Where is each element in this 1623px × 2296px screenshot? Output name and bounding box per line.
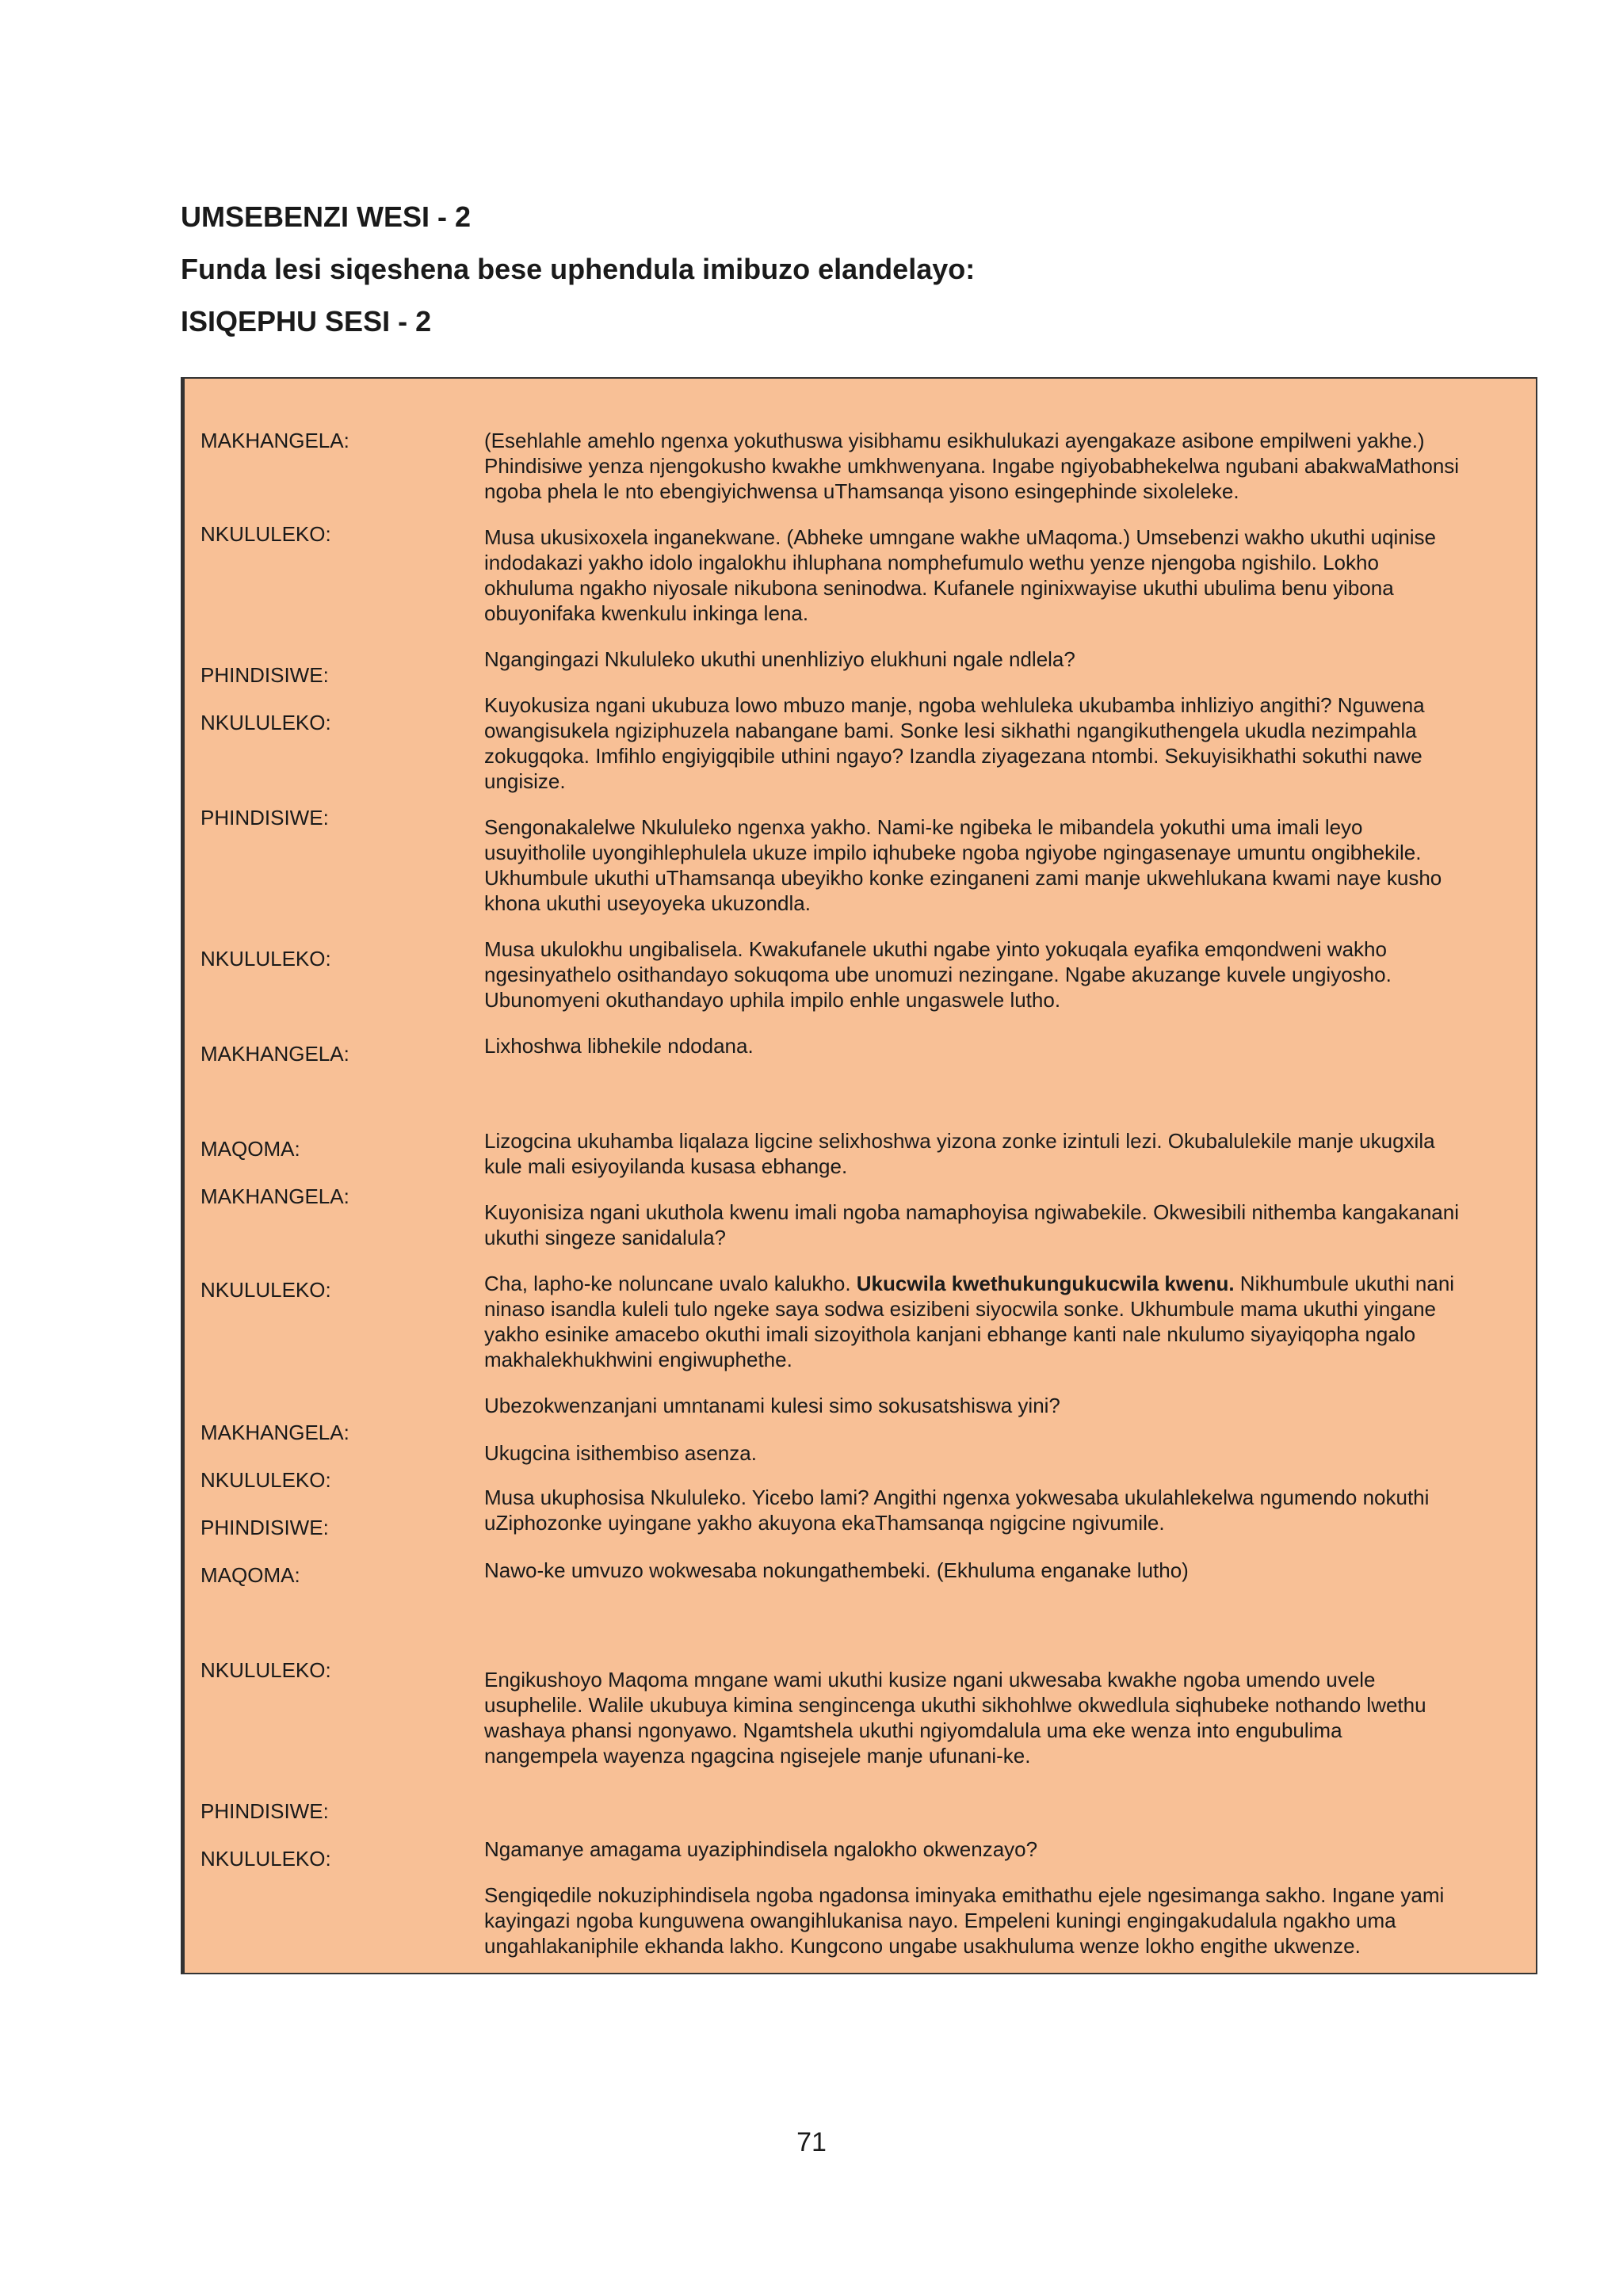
- dialogue-line: uZiphozonke uyingane yakho akuyona ekaThamsanqa ngigcine ngivumile.: [484, 1511, 1165, 1535]
- dialogue-line: Ubunomyeni okuthandayo uphila impilo enhle ungaswele lutho.: [484, 988, 1061, 1012]
- dialogue-line: ngesinyathelo osithandayo sokuqoma ube unomuzi nezingane. Ngabe akuzange kuvele ungiyosho.: [484, 963, 1392, 986]
- speaker-label: MAKHANGELA:: [200, 1042, 349, 1066]
- speaker-label: MAKHANGELA:: [200, 1184, 349, 1208]
- dialogue-line: Musa ukulokhu ungibalisela. Kwakufanele ukuthi ngabe yinto yokuqala eyafika emqondweni wakho: [484, 937, 1387, 961]
- instruction-heading: Funda lesi siqeshena bese uphendula imibuzo elandelayo:: [181, 253, 976, 285]
- speaker-label: PHINDISIWE:: [200, 1799, 329, 1823]
- dialogue-line: usuphelile. Walile ukubuya kimina sengincenga ukuthi sikhohlwe okwedlula siqhubeke nothando lwethu: [484, 1693, 1426, 1717]
- dialogue-line: kule mali esiyoyilanda kusasa ebhange.: [484, 1154, 848, 1178]
- dialogue-line: Sengonakalelwe Nkululeko ngenxa yakho. Nami-ke ngibeka le mibandela yokuthi uma imali leyo: [484, 815, 1363, 839]
- dialogue-line: Ngamanye amagama uyaziphindisela ngalokho okwenzayo?: [484, 1837, 1038, 1861]
- speaker-label: NKULULEKO:: [200, 1658, 331, 1682]
- speaker-label: NKULULEKO:: [200, 522, 331, 546]
- dialogue-line: Engikushoyo Maqoma mngane wami ukuthi kusize ngani ukwesaba kwakhe ngoba umendo uvele: [484, 1668, 1376, 1691]
- dialogue-line: washaya phansi ngonyawo. Ngamtshela ukuthi ngiyomdalula uma eke wenza into engubulima: [484, 1718, 1342, 1742]
- activity-heading: UMSEBENZI WESI - 2: [181, 200, 472, 233]
- dialogue-line: Musa ukuphosisa Nkululeko. Yicebo lami? Angithi ngenxa yokwesaba ukulahlekelwa ngumendo nokuthi: [484, 1486, 1430, 1509]
- dialogue-line: Phindisiwe yenza njengokusho kwakhe umkhwenyana. Ingabe ngiyobabhekelwa ngubani abakwaMathonsi: [484, 454, 1460, 478]
- speaker-label: NKULULEKO:: [200, 711, 331, 734]
- dialogue-line: makhalekhukhwini engiwuphethe.: [484, 1348, 792, 1371]
- section-heading: ISIQEPHU SESI - 2: [181, 305, 432, 338]
- dialogue-line: Ubezokwenzanjani umntanami kulesi simo sokusatshiswa yini?: [484, 1394, 1060, 1417]
- dialogue-line: Kuyokusiza ngani ukubuza lowo mbuzo manje, ngoba wehluleka ukubamba inhliziyo angithi? Nguwena: [484, 693, 1425, 717]
- drama-passage-box: [181, 377, 1537, 1974]
- dialogue-line: (Esehlahle amehlo ngenxa yokuthuswa yisibhamu esikhulukazi ayengakaze asibone empilweni yakhe.): [484, 429, 1425, 452]
- page-number: 71: [796, 2127, 827, 2157]
- speaker-label: MAKHANGELA:: [200, 429, 349, 452]
- dialogue-line: okhuluma ngakho niyosale nikubona seninodwa. Kufanele nginixwayise ukuthi ubulima benu yibona: [484, 576, 1394, 600]
- dialogue-text: Cha, lapho-ke noluncane uvalo kalukho.: [484, 1272, 851, 1295]
- dialogue-line: indodakazi yakho idolo ingalokhu ihluphana nomphefumulo wethu yenze njengoba ngishilo. Lokho: [484, 551, 1379, 574]
- speaker-label: NKULULEKO:: [200, 1847, 331, 1871]
- dialogue-line: Musa ukusixoxela inganekwane. (Abheke umngane wakhe uMaqoma.) Umsebenzi wakho ukuthi uqinise: [484, 525, 1437, 549]
- dialogue-line: ninaso isandla kuleli tulo ngeke saya sodwa esizibeni siyocwila sonke. Ukhumbule mama ukuthi yingane: [484, 1297, 1437, 1321]
- dialogue-line: Nawo-ke umvuzo wokwesaba nokungathembeki. (Ekhuluma enganake lutho): [484, 1558, 1189, 1582]
- dialogue-line: Sengiqedile nokuziphindisela ngoba ngadonsa iminyaka emithathu ejele ngesimanga sakho. Ingane yami: [484, 1883, 1445, 1907]
- speaker-label: NKULULEKO:: [200, 1468, 331, 1492]
- dialogue-line: [484, 1271, 1454, 1296]
- speaker-label: PHINDISIWE:: [200, 663, 329, 687]
- dialogue-line: ungahlakaniphile ekhanda lakho. Kungcono ungabe usakhuluma wenze lokho engithe ukwenze.: [484, 1934, 1361, 1958]
- speaker-label: MAKHANGELA:: [200, 1421, 349, 1444]
- dialogue-emphasis: Ukucwila kwethukungukucwila kwenu.: [856, 1272, 1235, 1295]
- speaker-label: PHINDISIWE:: [200, 1516, 329, 1539]
- dialogue-line: zokugqoka. Imfihlo engiyigqibile uthini ngayo? Izandla ziyagezana ntombi. Sekuyisikhathi sokuthi nawe: [484, 744, 1423, 768]
- dialogue-line: Lizogcina ukuhamba liqalaza ligcine selixhoshwa yizona zonke izintuli lezi. Okubalulekile manje ukugxila: [484, 1129, 1435, 1153]
- speaker-label: MAQOMA:: [200, 1563, 300, 1587]
- speaker-label: NKULULEKO:: [200, 947, 331, 971]
- dialogue-line: Lixhoshwa libhekile ndodana.: [484, 1034, 754, 1058]
- speaker-label: PHINDISIWE:: [200, 806, 329, 830]
- dialogue-line: nangempela wayenza ngagcina ngisejele manje ufunani-ke.: [484, 1744, 1031, 1768]
- dialogue-line: ungisize.: [484, 769, 566, 793]
- speaker-label: MAQOMA:: [200, 1137, 300, 1161]
- speaker-label: NKULULEKO:: [200, 1278, 331, 1302]
- dialogue-line: ukuthi singeze sanidalula?: [484, 1226, 726, 1249]
- dialogue-line: obuyonifaka kwenkulu inkinga lena.: [484, 601, 809, 625]
- dialogue-text: Nikhumbule ukuthi nani: [1239, 1272, 1455, 1295]
- dialogue-line: yakho esinike amacebo okuthi imali sizoyithola kanjani ebhange kanti nale nkulumo siyayiqopha ngalo: [484, 1322, 1416, 1346]
- dialogue-line: kayingazi ngoba kunguwena owangihlukanisa nayo. Empeleni kuningi engingakudalula ngakho uma: [484, 1909, 1396, 1932]
- dialogue-line: Kuyonisiza ngani ukuthola kwenu imali ngoba namaphoyisa ngiwabekile. Okwesibili nithemba kangakanani: [484, 1200, 1459, 1224]
- dialogue-line: Ukhumbule ukuthi uThamsanqa ubeyikho konke ezinganeni zami manje ukwehlukana kwami naye kusho: [484, 866, 1442, 890]
- dialogue-line: ngoba phela le nto ebengiyichwensa uThamsanqa yisono esingephinde sixoleleke.: [484, 479, 1239, 503]
- dialogue-line: usuyitholile uyongihlephulela ukuze impilo iqhubeke ngoba ngiyobe ngingasenaye umuntu ongibhekile.: [484, 841, 1422, 864]
- dialogue-line: khona ukuthi useyoyeka ukuzondla.: [484, 891, 811, 915]
- dialogue-line: owangisukela ngiziphuzela nabangane bami. Sonke lesi sikhathi ngangikuthengela ukudla nezimpahla: [484, 719, 1417, 742]
- dialogue-line: Ukugcina isithembiso asenza.: [484, 1441, 757, 1465]
- dialogue-line: Ngangingazi Nkululeko ukuthi unenhliziyo elukhuni ngale ndlela?: [484, 647, 1075, 671]
